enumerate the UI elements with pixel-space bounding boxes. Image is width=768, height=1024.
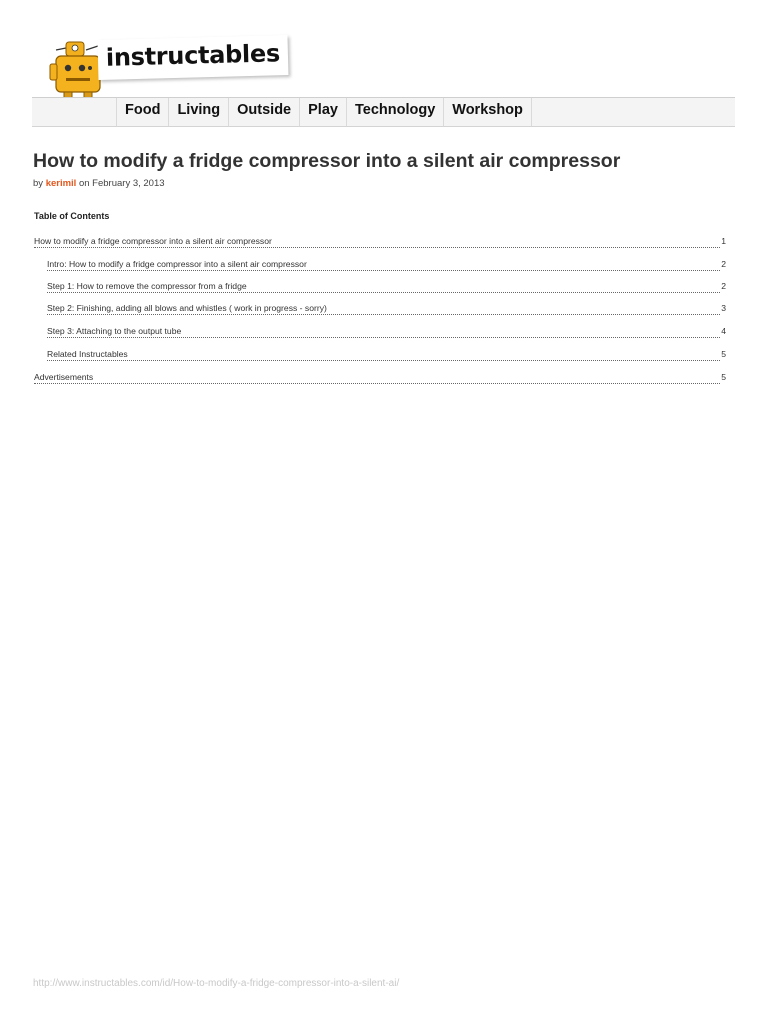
toc-entry-label: Related Instructables	[47, 349, 132, 359]
toc-entry[interactable]	[0, 303, 768, 317]
toc-entry[interactable]	[0, 281, 768, 295]
nav-item-living[interactable]: Living	[168, 98, 228, 126]
toc-page-number: 1	[721, 236, 726, 246]
toc-entry[interactable]	[0, 259, 768, 273]
nav-item-workshop[interactable]: Workshop	[443, 98, 532, 126]
toc-page-number: 5	[721, 372, 726, 382]
toc-page-number: 3	[721, 303, 726, 313]
author-link[interactable]: kerimil	[45, 178, 77, 189]
toc-entry-label: Step 3: Attaching to the output tube	[47, 326, 185, 336]
site-header	[0, 0, 768, 130]
toc-page-number: 5	[721, 349, 726, 359]
nav-item-technology[interactable]: Technology	[346, 98, 443, 126]
toc-page-number: 2	[721, 259, 726, 269]
byline-prefix: by	[33, 178, 44, 189]
toc-entry-label: Intro: How to modify a fridge compressor into a silent air compressor	[47, 259, 311, 269]
footer-url[interactable]: http://www.instructables.com/id/How-to-modify-a-fridge-compressor-into-a-silent-ai/	[33, 978, 400, 989]
logo-text: instructables	[105, 39, 281, 72]
toc-entry[interactable]	[0, 326, 768, 340]
toc-entry[interactable]	[0, 349, 768, 363]
publish-date: on February 3, 2013	[78, 178, 165, 189]
toc-entry-label: Advertisements	[34, 372, 97, 382]
nav-item-play[interactable]: Play	[299, 98, 346, 126]
toc-leader	[47, 354, 720, 361]
nav-item-outside[interactable]: Outside	[228, 98, 299, 126]
instructables-logo[interactable]	[97, 35, 288, 80]
toc-entry[interactable]	[0, 372, 768, 386]
toc-entry-label: How to modify a fridge compressor into a silent air compressor	[34, 236, 276, 246]
article-title: How to modify a fridge compressor into a silent air compressor	[33, 150, 621, 172]
nav-item-food[interactable]: Food	[116, 98, 168, 126]
toc-page-number: 2	[721, 281, 726, 291]
byline	[33, 178, 165, 189]
toc-entry[interactable]	[0, 236, 768, 250]
toc-leader	[34, 377, 720, 384]
toc-entry-label: Step 1: How to remove the compressor from a fridge	[47, 281, 251, 291]
toc-page-number: 4	[721, 326, 726, 336]
toc-heading: Table of Contents	[34, 211, 110, 221]
category-nav	[32, 97, 735, 127]
toc-entry-label: Step 2: Finishing, adding all blows and whistles ( work in progress - sorry)	[47, 303, 331, 313]
